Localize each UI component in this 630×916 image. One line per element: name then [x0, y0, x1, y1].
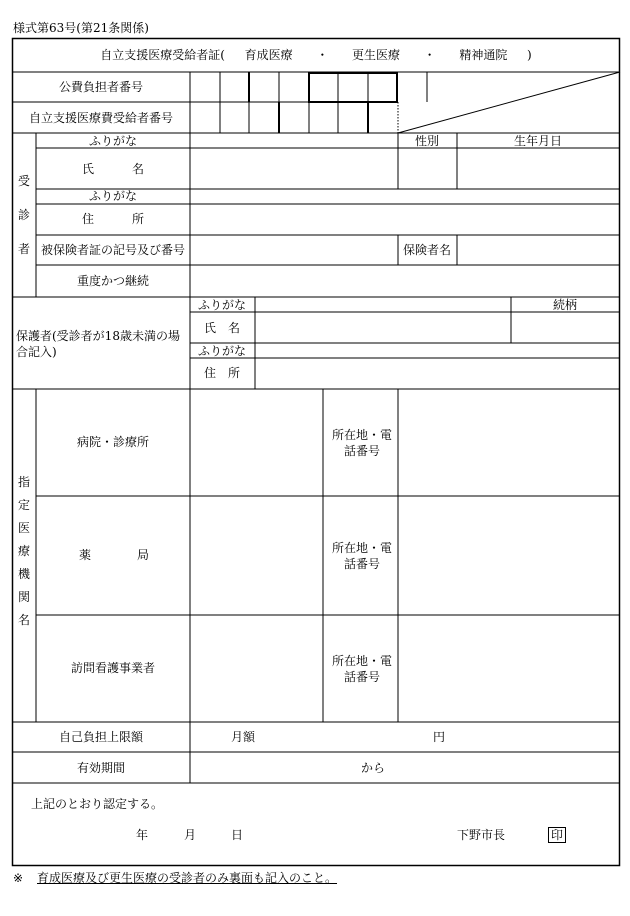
severe-continuous-label: 重度かつ継続 — [76, 274, 150, 288]
hospital-location-line2: 話番号 — [343, 444, 381, 458]
guardian-label-line1: 保護者(受診者が18歳未満の場 — [16, 329, 180, 343]
insurer-name-label: 保険者名 — [402, 243, 452, 257]
nursing-location-line2: 話番号 — [343, 670, 381, 684]
title-text: 自立支援医療受給者証( — [100, 48, 225, 62]
type-seishin: 精神通院 — [459, 48, 508, 62]
patient-furigana-label-1: ふりがな — [88, 134, 138, 148]
guardian-name-label: 氏 名 — [203, 321, 241, 335]
payer-number-label: 公費負担者番号 — [58, 80, 144, 94]
form-title — [100, 49, 531, 61]
medical-char-6: 関 — [17, 590, 30, 604]
limit-label: 自己負担上限額 — [58, 730, 144, 744]
patient-char-1: 受 — [17, 174, 30, 188]
title-close: ) — [527, 48, 532, 62]
patient-address-char-2: 所 — [131, 212, 145, 226]
pharmacy-char-1: 薬 — [78, 548, 92, 562]
nursing-label: 訪問看護事業者 — [70, 661, 156, 675]
medical-char-5: 機 — [17, 567, 30, 581]
hospital-label: 病院・診療所 — [76, 435, 150, 449]
insurance-card-label: 被保険者証の記号及び番号 — [40, 243, 186, 257]
yen-label: 円 — [432, 730, 446, 744]
note-mark: ※ — [13, 871, 24, 885]
medical-char-4: 療 — [17, 544, 30, 558]
guardian-furigana-label-1: ふりがな — [197, 298, 247, 312]
patient-name-char-2: 名 — [131, 162, 145, 176]
pharmacy-char-2: 局 — [136, 548, 150, 562]
medical-section-label — [17, 476, 31, 626]
pharmacy-location-line2: 話番号 — [343, 557, 381, 571]
day-label: 日 — [230, 828, 244, 842]
relationship-label: 続柄 — [552, 298, 578, 312]
mayor-label: 下野市長 — [456, 828, 506, 842]
patient-name-char-1: 氏 — [81, 162, 95, 176]
validity-label: 有効期間 — [76, 761, 126, 775]
form-number: 様式第63号(第21条関係) — [13, 21, 149, 35]
certification-text: 上記のとおり認定する。 — [31, 797, 164, 811]
patient-char-2: 診 — [17, 208, 30, 222]
note-text: 育成医療及び更生医療の受診者のみ裏面も記入のこと。 — [37, 871, 338, 885]
medical-char-1: 指 — [17, 475, 30, 489]
patient-furigana-label-2: ふりがな — [88, 189, 138, 203]
type-kousei: 更生医療 — [351, 48, 401, 62]
pharmacy-location-line1: 所在地・電 — [331, 541, 393, 555]
separator-1: ・ — [316, 48, 329, 62]
gender-label: 性別 — [414, 134, 440, 148]
patient-address-char-1: 住 — [81, 212, 95, 226]
medical-char-2: 定 — [17, 498, 30, 512]
guardian-furigana-label-2: ふりがな — [197, 344, 247, 358]
type-ikusei: 育成医療 — [244, 48, 293, 62]
guardian-label-line2: 合記入) — [16, 345, 57, 359]
medical-char-3: 医 — [17, 521, 30, 535]
month-label: 月 — [183, 828, 197, 842]
recipient-number-label: 自立支援医療費受給者番号 — [28, 111, 174, 125]
hospital-location-line1: 所在地・電 — [331, 428, 393, 442]
year-label: 年 — [135, 828, 149, 842]
medical-char-7: 名 — [17, 613, 30, 627]
seal-mark: 印 — [548, 827, 566, 843]
patient-char-3: 者 — [17, 242, 30, 256]
guardian-address-label: 住 所 — [203, 366, 241, 380]
birthdate-label: 生年月日 — [513, 134, 563, 148]
patient-section-label — [17, 175, 31, 255]
nursing-location-line1: 所在地・電 — [331, 654, 393, 668]
separator-2: ・ — [423, 48, 436, 62]
monthly-label: 月額 — [230, 730, 256, 744]
from-label: から — [360, 761, 386, 775]
